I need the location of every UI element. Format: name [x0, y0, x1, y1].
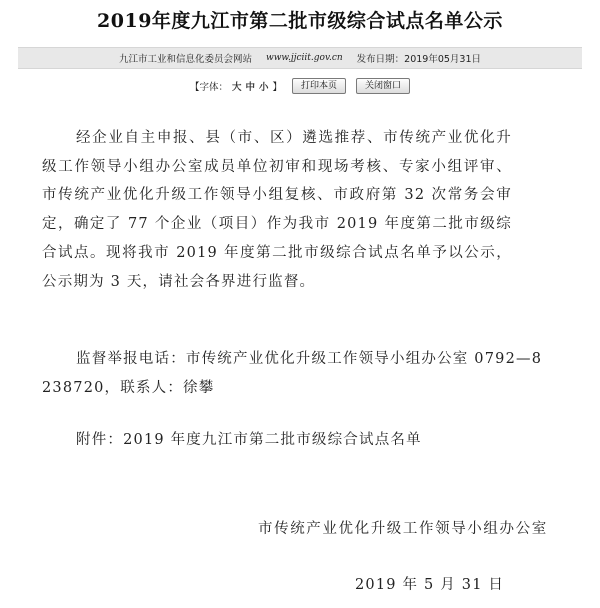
font-size-switcher: [190, 79, 282, 93]
supervision-line-1: 监督举报电话：市传统产业优化升级工作领导小组办公室 0792—8: [76, 351, 543, 367]
supervision-line-2: 238720，联系人：徐攀: [42, 380, 215, 396]
close-window-button[interactable]: 关闭窗口: [356, 78, 410, 94]
font-size-label: 【字体：: [189, 82, 228, 93]
print-button[interactable]: 打印本页: [292, 78, 346, 94]
site-url[interactable]: www.jjciit.gov.cn: [266, 53, 343, 63]
page-title: 2019年度九江市第二批市级综合试点名单公示: [97, 10, 503, 32]
signature-org: 市传统产业优化升级工作领导小组办公室: [258, 521, 548, 537]
attachment-line[interactable]: 附件：2019 年度九江市第二批市级综合试点名单: [76, 432, 422, 448]
page-tools: [0, 77, 600, 95]
font-size-large[interactable]: 大: [231, 82, 242, 93]
font-size-small[interactable]: 小: [258, 82, 269, 93]
publish-date: 发布日期：2019年05月31日: [356, 54, 482, 65]
font-size-label-end: 】: [272, 82, 283, 93]
body-paragraph: 经企业自主申报、县（市、区）遴选推荐、市传统产业优化升级工作领导小组办公室成员单位初审和现场考核、专家小组评审、市传统产业优化升级工作领导小组复核、市政府第 32 次常务会审定，确定了 77 个企业（项目）作为我市 2019 年度第二批市级综合试点。现将我市 2019 年度第二批市级综合试点名单予以公示，公示期为 3 天，请社会各界进行监督。: [42, 130, 512, 290]
signature-date: 2019 年 5 月 31 日: [355, 577, 505, 593]
publish-info-bar: [18, 47, 582, 69]
source-site: 九江市工业和信息化委员会网站: [118, 54, 252, 65]
font-size-medium[interactable]: 中: [245, 82, 255, 93]
